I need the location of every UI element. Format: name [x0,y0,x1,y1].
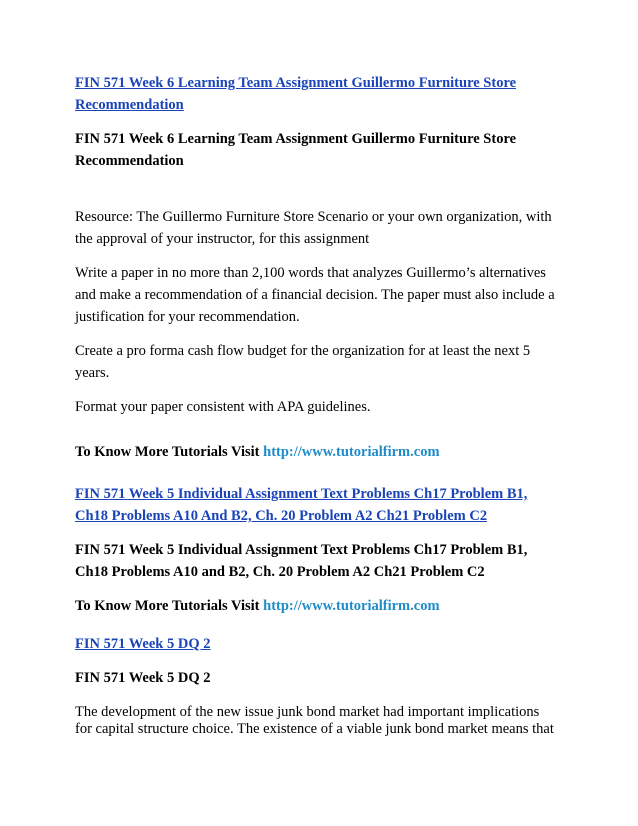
link-line[interactable]: Ch18 Problems A10 And B2, Ch. 20 Problem A2 Ch21 Problem C2 [75,508,488,524]
text-line: and make a recommendation of a financial decision. The paper must also include a [75,287,555,303]
link-week5-individual-assignment[interactable] [75,483,575,527]
tutorials-line-2 [75,595,575,617]
link-line[interactable]: FIN 571 Week 5 DQ 2 [75,636,211,652]
text-line: years. [75,365,110,381]
resource-paragraph [75,206,575,250]
tutorial-url-link[interactable]: http://www.tutorialfirm.com [263,444,440,460]
heading-week5-individual-assignment [75,539,575,583]
link-week6-team-assignment[interactable] [75,72,575,116]
heading-line: FIN 571 Week 5 DQ 2 [75,670,211,686]
text-line: Create a pro forma cash flow budget for the organization for at least the next 5 [75,343,531,359]
text-line: Write a paper in no more than 2,100 words that analyzes Guillermo’s alternatives [75,265,546,281]
text-line: for capital structure choice. The existence of a viable junk bond market means that [75,721,554,737]
write-paragraph [75,262,575,328]
text-line: Format your paper consistent with APA guidelines. [75,399,371,415]
tutorials-prefix: To Know More Tutorials Visit [75,598,264,614]
link-line[interactable]: FIN 571 Week 5 Individual Assignment Text Problems Ch17 Problem B1, [75,486,528,502]
heading-line: Ch18 Problems A10 and B2, Ch. 20 Problem A2 Ch21 Problem C2 [75,564,485,580]
heading-line: FIN 571 Week 6 Learning Team Assignment Guillermo Furniture Store [75,131,517,147]
heading-week6-team-assignment [75,128,575,172]
body-paragraph [75,704,575,738]
tutorials-line-1 [75,441,575,463]
heading-week5-dq2 [75,667,575,689]
text-line: justification for your recommendation. [75,309,300,325]
create-paragraph [75,340,575,384]
heading-line: Recommendation [75,153,184,169]
heading-line: FIN 571 Week 5 Individual Assignment Text Problems Ch17 Problem B1, [75,542,528,558]
link-line[interactable]: Recommendation [75,97,184,113]
text-line: Resource: The Guillermo Furniture Store Scenario or your own organization, with [75,209,552,225]
link-line[interactable]: FIN 571 Week 6 Learning Team Assignment Guillermo Furniture Store [75,75,517,91]
text-line: The development of the new issue junk bond market had important implications [75,704,540,720]
format-paragraph [75,396,575,418]
text-line: the approval of your instructor, for this assignment [75,231,370,247]
tutorial-url-link[interactable]: http://www.tutorialfirm.com [263,598,440,614]
link-week5-dq2[interactable] [75,633,575,655]
tutorials-prefix: To Know More Tutorials Visit [75,444,264,460]
